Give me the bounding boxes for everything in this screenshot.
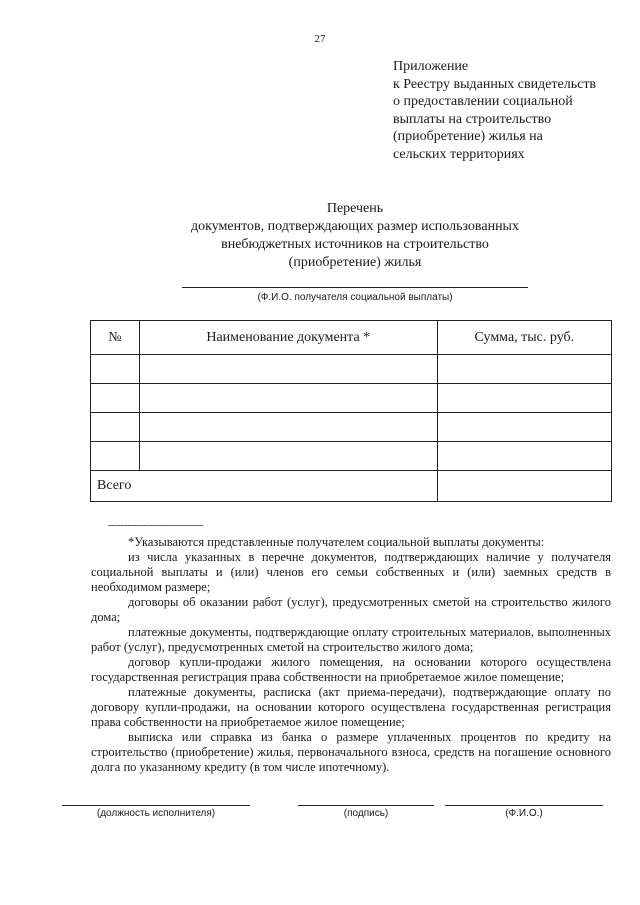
appendix-line: о предоставлении социальной bbox=[393, 94, 573, 109]
footnote-paragraph: *Указываются представленные получателем социальной выплаты документы: bbox=[128, 535, 545, 549]
table-cell[interactable] bbox=[139, 384, 437, 413]
name-signature-line[interactable] bbox=[445, 805, 603, 806]
header-amount: Сумма, тыс. руб. bbox=[437, 321, 611, 355]
table-cell[interactable] bbox=[437, 442, 611, 471]
table-row bbox=[91, 413, 612, 442]
title-line: (приобретение) жилья bbox=[288, 255, 422, 270]
table-cell[interactable] bbox=[91, 355, 140, 384]
table-cell[interactable] bbox=[139, 413, 437, 442]
table-cell[interactable] bbox=[437, 413, 611, 442]
position-signature-line[interactable] bbox=[62, 805, 250, 806]
table-row bbox=[91, 355, 612, 384]
total-label: Всего bbox=[91, 471, 438, 502]
table-cell[interactable] bbox=[91, 384, 140, 413]
footnote-paragraph: выписка или справка из банка о размере уплаченных процентов по кредиту на строительство (приобретение) жилья, первоначального взноса, средств на погашение основного долга по указанному кредиту (в том числе ипотечному). bbox=[91, 730, 611, 774]
signature-line[interactable] bbox=[298, 805, 434, 806]
name-label: (Ф.И.О.) bbox=[505, 808, 543, 819]
table-cell[interactable] bbox=[139, 442, 437, 471]
table-row bbox=[91, 442, 612, 471]
title-line: внебюджетных источников на строительство bbox=[221, 237, 489, 252]
table-cell[interactable] bbox=[437, 384, 611, 413]
header-number: № bbox=[91, 321, 140, 355]
recipient-name-label: (Ф.И.О. получателя социальной выплаты) bbox=[257, 292, 453, 303]
signature-label: (подпись) bbox=[343, 808, 389, 819]
appendix-line: сельских территориях bbox=[393, 146, 525, 162]
table-row bbox=[91, 384, 612, 413]
title-line: Перечень bbox=[326, 201, 384, 216]
position-label: (должность исполнителя) bbox=[96, 808, 216, 819]
footnote-paragraph: из числа указанных в перечне документов, подтверждающих наличие у получателя социальной выплаты и (или) членов его семьи собственных и (или) заемных средств в необходимом размере; bbox=[91, 550, 611, 594]
page-number: 27 bbox=[314, 33, 326, 45]
table-cell[interactable] bbox=[139, 355, 437, 384]
table-cell[interactable] bbox=[91, 442, 140, 471]
footnote-paragraph: договоры об оказании работ (услуг), предусмотренных сметой на строительство жилого дома; bbox=[91, 595, 611, 624]
footnote-paragraph: платежные документы, подтверждающие оплату строительных материалов, выполненных работ (услуг), предусмотренных сметой на строительство жилого дома; bbox=[91, 625, 611, 654]
footnote-paragraph: платежные документы, расписка (акт приема-передачи), подтверждающие оплату по договору купли-продажи, на основании которого осуществлена государственная регистрация права собственности на приобретаемое жилое помещение; bbox=[91, 685, 611, 729]
header-document-name: Наименование документа * bbox=[139, 321, 437, 355]
table-header-row bbox=[91, 321, 612, 355]
appendix-block bbox=[393, 58, 623, 163]
table-cell[interactable] bbox=[91, 413, 140, 442]
appendix-line: Приложение bbox=[393, 59, 469, 74]
footnote-paragraph: договор купли-продажи жилого помещения, на основании которого осуществлена государственная регистрация права собственности на приобретаемое жилое помещение; bbox=[91, 655, 611, 684]
appendix-line: к Реестру выданных свидетельств bbox=[393, 76, 597, 92]
document-title bbox=[0, 200, 640, 272]
footnote-notes bbox=[91, 535, 611, 775]
appendix-line: (приобретение) жилья на bbox=[393, 129, 543, 144]
documents-table bbox=[90, 320, 612, 502]
table-cell[interactable] bbox=[437, 355, 611, 384]
recipient-name-line[interactable] bbox=[182, 287, 528, 288]
title-line: документов, подтверждающих размер использованных bbox=[191, 219, 519, 234]
total-amount-cell[interactable] bbox=[437, 471, 611, 502]
appendix-line: выплаты на строительство bbox=[393, 111, 552, 127]
table-total-row bbox=[91, 471, 612, 502]
footnote-separator: ------------------------------ bbox=[108, 519, 203, 531]
